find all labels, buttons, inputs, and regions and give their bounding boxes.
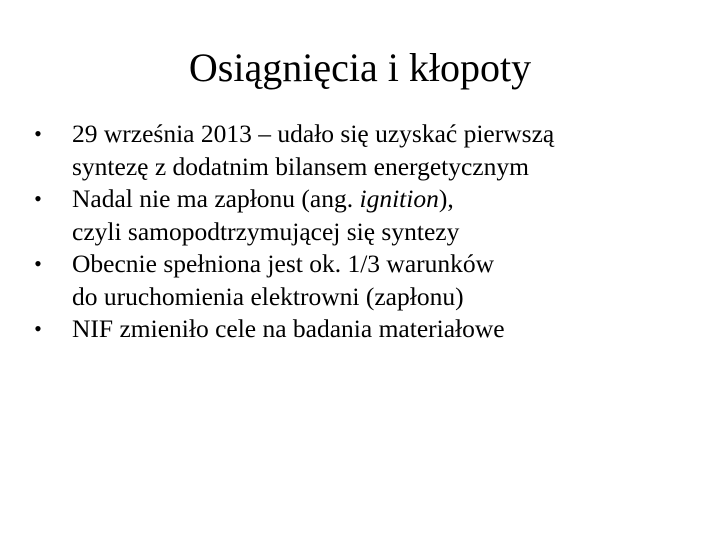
bullet-2-line-2: czyli samopodtrzymującej się syntezy (72, 216, 460, 246)
bullet-2-text-post: ), (438, 184, 454, 213)
bullet-item-1 (28, 118, 708, 183)
bullet-4-line-1: NIF zmieniło cele na badania materiałowe (72, 314, 505, 343)
bullet-item-3 (28, 248, 708, 313)
bullet-1-line-2: syntezę z dodatnim bilansem energetycznym (72, 151, 529, 181)
bullet-marker: • (34, 121, 42, 146)
bullet-2-line-1 (72, 183, 708, 216)
bullet-list (28, 118, 708, 346)
bullet-marker: • (34, 251, 42, 276)
bullet-marker: • (34, 186, 42, 211)
bullet-item-4 (28, 313, 708, 346)
bullet-2-text-italic: ignition (359, 184, 439, 213)
bullet-2-text-pre: Nadal nie ma zapłonu (ang. (72, 184, 360, 213)
bullet-3-line-2: do uruchomienia elektrowni (zapłonu) (72, 281, 464, 311)
bullet-marker: • (34, 316, 42, 341)
bullet-3-line-1: Obecnie spełniona jest ok. 1/3 warunków (72, 249, 495, 278)
bullet-item-2 (28, 183, 708, 248)
slide-title: Osiągnięcia i kłopoty (188, 45, 532, 90)
bullet-1-line-1: 29 września 2013 – udało się uzyskać pierwszą (72, 119, 555, 148)
